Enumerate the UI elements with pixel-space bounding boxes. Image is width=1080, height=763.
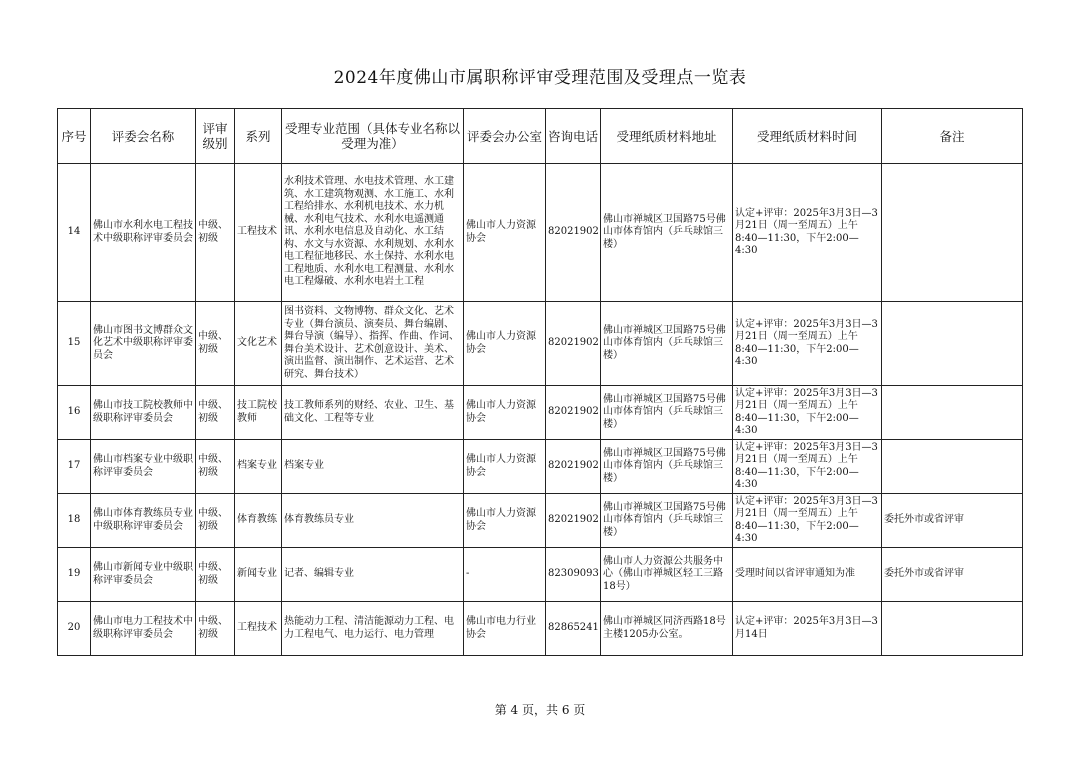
- cell-level: 中级、初级: [196, 302, 235, 386]
- header-series: 系列: [235, 109, 282, 164]
- cell-office: 佛山市人力资源协会: [464, 494, 546, 548]
- cell-office: 佛山市电力行业协会: [464, 602, 546, 656]
- table-row: [58, 302, 1023, 386]
- cell-seq: 17: [58, 440, 91, 494]
- cell-remark: [882, 302, 1023, 386]
- cell-scope: 记者、编辑专业: [282, 548, 464, 602]
- cell-time: 认定+评审：2025年3月3日—3月21日（周一至周五）上午8:40—11:30，下午2:00—4:30: [733, 164, 882, 302]
- cell-address: 佛山市禅城区卫国路75号佛山市体育馆内（乒乓球馆三楼）: [601, 494, 733, 548]
- cell-series: 档案专业: [235, 440, 282, 494]
- header-committee: 评委会名称: [91, 109, 196, 164]
- cell-scope: 热能动力工程、清洁能源动力工程、电力工程电气、电力运行、电力管理: [282, 602, 464, 656]
- cell-remark: [882, 164, 1023, 302]
- cell-series: 文化艺术: [235, 302, 282, 386]
- cell-remark: [882, 602, 1023, 656]
- cell-address: 佛山市人力资源公共服务中心（佛山市禅城区轻工三路18号）: [601, 548, 733, 602]
- cell-committee: 佛山市水利水电工程技术中级职称评审委员会: [91, 164, 196, 302]
- committee-table: [57, 108, 1023, 656]
- table-row: [58, 494, 1023, 548]
- cell-remark: 委托外市或省评审: [882, 494, 1023, 548]
- cell-phone: 82021902: [546, 386, 601, 440]
- page-footer: 第 4 页，共 6 页: [494, 703, 586, 717]
- cell-remark: [882, 386, 1023, 440]
- cell-time: 认定+评审：2025年3月3日—3月21日（周一至周五）上午8:40—11:30，下午2:00—4:30: [733, 386, 882, 440]
- cell-seq: 18: [58, 494, 91, 548]
- cell-scope: 水利技术管理、水电技术管理、水工建筑、水工建筑物观测、水工施工、水利工程给排水、水利机电技术、水力机械、水利电气技术、水利水电遥测通讯、水利水电信息及自动化、水工结构、水文与水资源、水利规划、水利水电工程征地移民、水土保持、水利水电工程地质、水利水电工程测量、水利水电工程爆破、水利水电岩土工程: [282, 164, 464, 302]
- cell-remark: [882, 440, 1023, 494]
- cell-time: 认定+评审：2025年3月3日—3月21日（周一至周五）上午8:40—11:30，下午2:00—4:30: [733, 302, 882, 386]
- cell-seq: 16: [58, 386, 91, 440]
- table-row: [58, 548, 1023, 602]
- cell-scope: 档案专业: [282, 440, 464, 494]
- cell-time: 认定+评审：2025年3月3日—3月21日（周一至周五）上午8:40—11:30，下午2:00—4:30: [733, 440, 882, 494]
- cell-committee: 佛山市体育教练员专业中级职称评审委员会: [91, 494, 196, 548]
- header-scope: 受理专业范围（具体专业名称以受理为准）: [282, 109, 464, 164]
- table-header-row: [58, 109, 1023, 164]
- cell-office: -: [464, 548, 546, 602]
- cell-committee: 佛山市图书文博群众文化艺术中级职称评审委员会: [91, 302, 196, 386]
- header-remark: 备注: [882, 109, 1023, 164]
- cell-phone: 82021902: [546, 302, 601, 386]
- cell-time: 受理时间以省评审通知为准: [733, 548, 882, 602]
- cell-phone: 82309093: [546, 548, 601, 602]
- header-time: 受理纸质材料时间: [733, 109, 882, 164]
- cell-level: 中级、初级: [196, 440, 235, 494]
- cell-level: 中级、初级: [196, 494, 235, 548]
- cell-series: 新闻专业: [235, 548, 282, 602]
- header-phone: 咨询电话: [546, 109, 601, 164]
- cell-level: 中级、初级: [196, 548, 235, 602]
- cell-office: 佛山市人力资源协会: [464, 386, 546, 440]
- document-title: 2024年度佛山市属职称评审受理范围及受理点一览表: [333, 68, 747, 88]
- cell-series: 工程技术: [235, 164, 282, 302]
- cell-time: 认定+评审：2025年3月3日—3月21日（周一至周五）上午8:40—11:30，下午2:00—4:30: [733, 494, 882, 548]
- header-office: 评委会办公室: [464, 109, 546, 164]
- cell-scope: 图书资料、文物博物、群众文化、艺术专业（舞台演员、演奏员、舞台编剧、舞台导演（编导）、指挥、作曲、作词、舞台美术设计、艺术创意设计、美术、演出监督、演出制作、艺术运营、艺术研究、舞台技术）: [282, 302, 464, 386]
- table-row: [58, 602, 1023, 656]
- cell-level: 中级、初级: [196, 386, 235, 440]
- cell-office: 佛山市人力资源协会: [464, 440, 546, 494]
- cell-level: 中级、初级: [196, 164, 235, 302]
- cell-seq: 20: [58, 602, 91, 656]
- cell-series: 工程技术: [235, 602, 282, 656]
- cell-office: 佛山市人力资源协会: [464, 164, 546, 302]
- table-row: [58, 440, 1023, 494]
- cell-scope: 体育教练员专业: [282, 494, 464, 548]
- cell-address: 佛山市禅城区卫国路75号佛山市体育馆内（乒乓球馆三楼）: [601, 164, 733, 302]
- cell-remark: 委托外市或省评审: [882, 548, 1023, 602]
- table-row: [58, 386, 1023, 440]
- cell-seq: 15: [58, 302, 91, 386]
- cell-phone: 82021902: [546, 494, 601, 548]
- cell-level: 中级、初级: [196, 602, 235, 656]
- cell-seq: 14: [58, 164, 91, 302]
- cell-phone: 82021902: [546, 164, 601, 302]
- header-seq: 序号: [58, 109, 91, 164]
- cell-address: 佛山市禅城区卫国路75号佛山市体育馆内（乒乓球馆三楼）: [601, 302, 733, 386]
- cell-address: 佛山市禅城区卫国路75号佛山市体育馆内（乒乓球馆三楼）: [601, 440, 733, 494]
- cell-office: 佛山市人力资源协会: [464, 302, 546, 386]
- cell-committee: 佛山市技工院校教师中级职称评审委员会: [91, 386, 196, 440]
- cell-committee: 佛山市电力工程技术中级职称评审委员会: [91, 602, 196, 656]
- table-row: [58, 164, 1023, 302]
- cell-time: 认定+评审：2025年3月3日—3月14日: [733, 602, 882, 656]
- cell-seq: 19: [58, 548, 91, 602]
- header-level: 评审级别: [196, 109, 235, 164]
- cell-committee: 佛山市新闻专业中级职称评审委员会: [91, 548, 196, 602]
- header-address: 受理纸质材料地址: [601, 109, 733, 164]
- cell-scope: 技工教师系列的财经、农业、卫生、基础文化、工程等专业: [282, 386, 464, 440]
- cell-phone: 82865241: [546, 602, 601, 656]
- cell-series: 体育教练: [235, 494, 282, 548]
- cell-series: 技工院校教师: [235, 386, 282, 440]
- cell-address: 佛山市禅城区同济西路18号主楼1205办公室。: [601, 602, 733, 656]
- cell-phone: 82021902: [546, 440, 601, 494]
- cell-address: 佛山市禅城区卫国路75号佛山市体育馆内（乒乓球馆三楼）: [601, 386, 733, 440]
- cell-committee: 佛山市档案专业中级职称评审委员会: [91, 440, 196, 494]
